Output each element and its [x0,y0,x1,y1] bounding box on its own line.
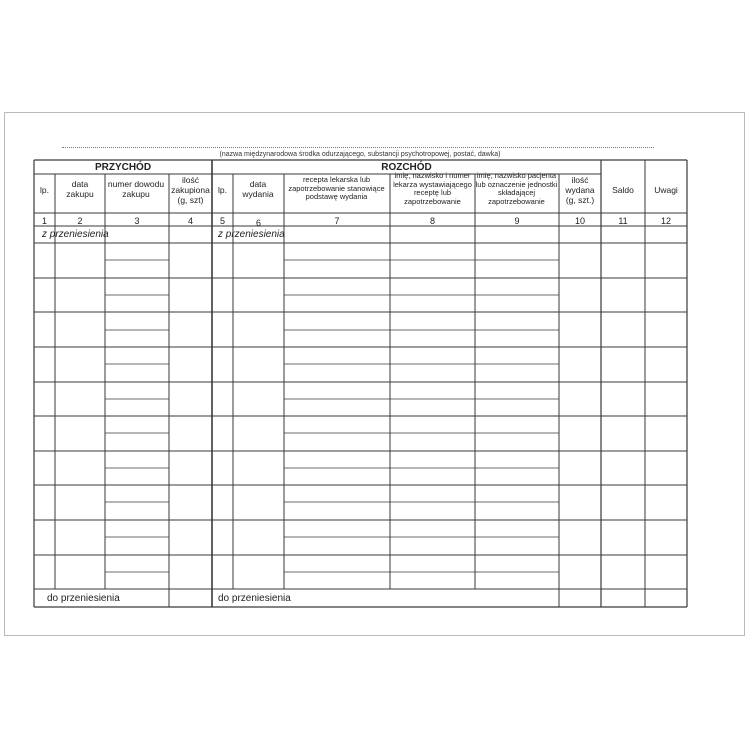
col-number-4: 4 [187,216,193,226]
col-number-5: 5 [219,216,225,226]
section-income: PRZYCHÓD [94,162,152,173]
col-number-10: 10 [574,216,585,226]
col-header-1: lp. [40,185,49,195]
drug-name-caption: (nazwa międzynarodowa środka odurzającego, substancji psychotropowej, postać, dawka) [219,151,501,158]
col-number-3: 3 [134,216,140,226]
carry-in-expense: z przeniesienia [218,229,285,240]
col-header-6: data wydania [242,179,274,199]
col-number-6: 6 [255,218,261,228]
col-header-7: recepta lekarska lub zapotrzebowanie stanowiące podstawę wydania [288,175,385,202]
col-number-11: 11 [618,216,628,226]
col-number-2: 2 [77,216,83,226]
col-header-8: imię, nazwisko i numer lekarza wystawiającego receptę lub zapotrzebowanie [393,171,472,206]
carry-out-expense: do przeniesienia [218,593,291,604]
col-number-12: 12 [660,216,671,226]
col-header-3: numer dowodu zakupu [107,179,165,199]
col-header-12: Uwagi [654,185,678,195]
carry-out-income: do przeniesienia [47,593,120,604]
col-number-7: 7 [334,216,340,226]
col-number-9: 9 [514,216,520,226]
col-number-8: 8 [429,216,435,226]
col-number-1: 1 [41,216,47,226]
col-header-2: data zakupu [66,179,94,199]
col-header-5: lp. [218,185,227,195]
carry-in-income: z przeniesienia [42,229,109,240]
col-header-11: Saldo [612,185,634,195]
col-header-10: ilość wydana (g, szt.) [565,175,595,205]
section-expense: ROZCHÓD [381,162,432,173]
col-header-4: ilość zakupiona (g, szt) [171,175,210,205]
col-header-9: imię, nazwisko pacjenta lub oznaczenie jednostki składającej zapotrzebowanie [475,171,558,206]
